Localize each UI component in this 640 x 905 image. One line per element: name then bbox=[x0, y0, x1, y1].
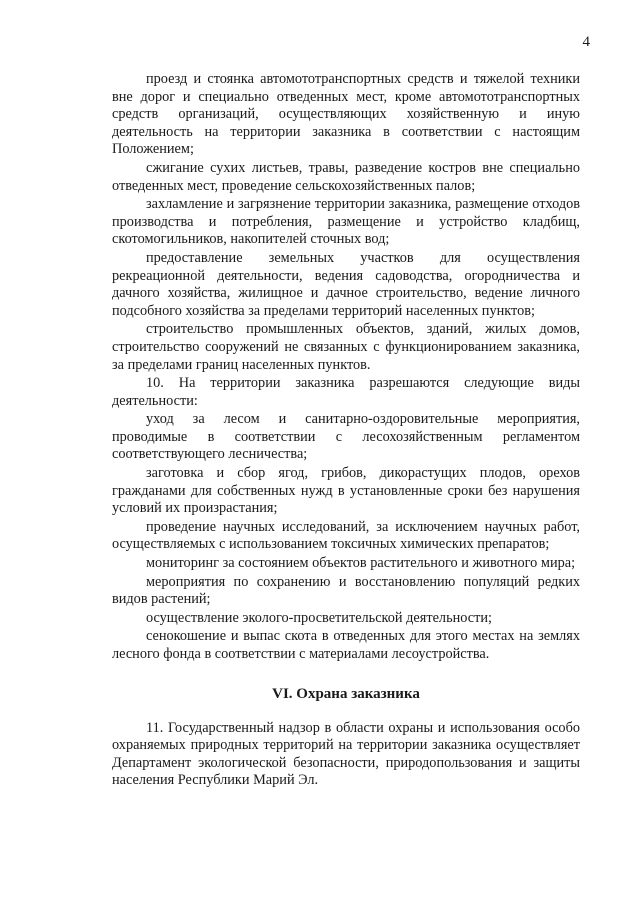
section-title: VI. Охрана заказника bbox=[272, 685, 420, 702]
page-number: 4 bbox=[582, 34, 590, 50]
paragraph: сенокошение и выпас скота в отведенных для этого местах на землях лесного фонда в соответствии с материалами лесоустройства. bbox=[112, 628, 580, 662]
paragraph: проезд и стоянка автомототранспортных средств и тяжелой техники вне дорог и специально отведенных мест, кроме автомототранспортных средств организаций, осуществляющих хозяйственную и иную деятельность на территории заказника в соответствии с настоящим Положением; bbox=[112, 71, 580, 158]
paragraph: сжигание сухих листьев, травы, разведение костров вне специально отведенных мест, проведение сельскохозяйственных палов; bbox=[112, 159, 580, 194]
paragraph: проведение научных исследований, за исключением научных работ, осуществляемых с использованием токсичных химических препаратов; bbox=[112, 518, 580, 553]
paragraph: захламление и загрязнение территории заказника, размещение отходов производства и потребления, размещение и устройство кладбищ, скотомогильников, накопителей сточных вод; bbox=[112, 196, 580, 248]
paragraph: заготовка и сбор ягод, грибов, дикорастущих плодов, орехов гражданами для собственных нужд в установленные сроки без нарушения условий их произрастания; bbox=[112, 465, 580, 517]
paragraph: осуществление эколого-просветительской деятельности; bbox=[146, 609, 492, 626]
paragraph: уход за лесом и санитарно-оздоровительные мероприятия, проводимые в соответствии с лесохозяйственным регламентом соответствующего лесничества; bbox=[112, 411, 580, 463]
paragraph: строительство промышленных объектов, зданий, жилых домов, строительство сооружений не связанных с функционированием заказника, за пределами границ населенных пунктов. bbox=[112, 321, 580, 373]
paragraph: предоставление земельных участков для осуществления рекреационной деятельности, ведения садоводства, огородничества и дачного хозяйства, жилищное и дачное строительство, ведение личного подсобного хозяйства за пределами территорий населенных пунктов; bbox=[112, 249, 580, 319]
document-body bbox=[112, 71, 580, 791]
paragraph: 11. Государственный надзор в области охраны и использования особо охраняемых природных территорий на территории заказника осуществляет Департамент экологической безопасности, природопользования и защиты населения Республики Марий Эл. bbox=[112, 719, 580, 789]
paragraph: мониторинг за состоянием объектов растительного и животного мира; bbox=[146, 555, 576, 572]
paragraph: 10. На территории заказника разрешаются следующие виды деятельности: bbox=[112, 375, 580, 409]
paragraph: мероприятия по сохранению и восстановлению популяций редких видов растений; bbox=[112, 573, 580, 608]
